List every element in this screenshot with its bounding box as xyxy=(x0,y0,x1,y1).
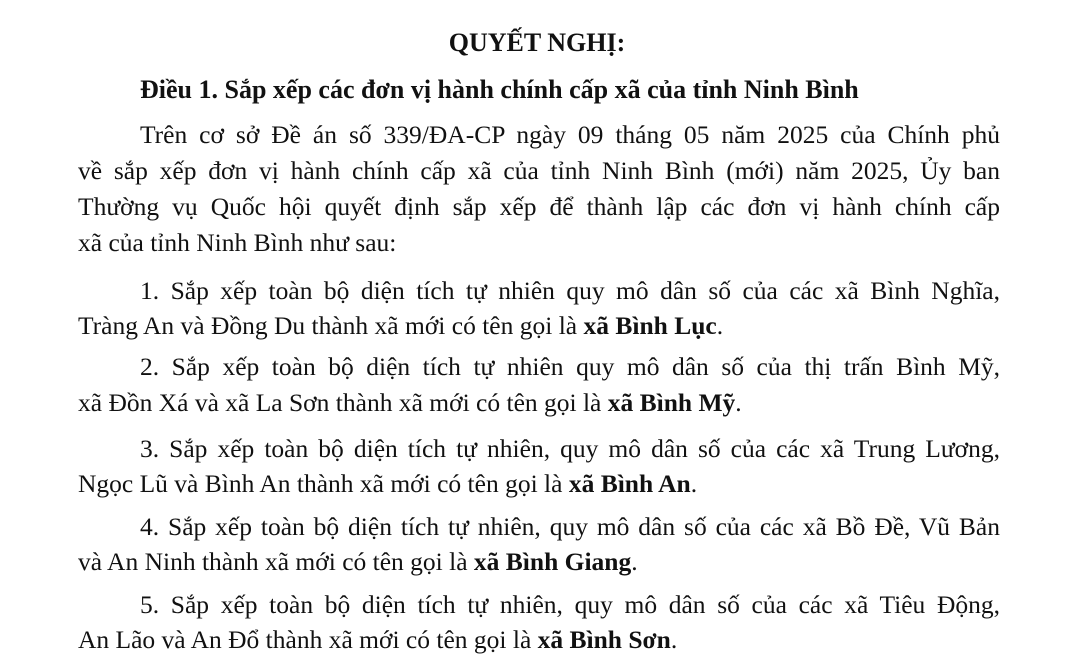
item-suffix: . xyxy=(670,625,678,654)
resolution-heading: QUYẾT NGHỊ: xyxy=(448,28,626,57)
item-line-2 xyxy=(78,469,1000,499)
item-line-2 xyxy=(78,547,1000,577)
item-line-1: 3. Sắp xếp toàn bộ diện tích tự nhiên, quy mô dân số của các xã Trung Lương, xyxy=(140,434,1000,463)
item-suffix: . xyxy=(735,388,742,417)
item-line-1: 2. Sắp xếp toàn bộ diện tích tự nhiên quy mô dân số của thị trấn Bình Mỹ, xyxy=(140,352,1000,381)
item-line-2 xyxy=(78,388,1000,418)
intro-line: Trên cơ sở Đề án số 339/ĐA-CP ngày 09 tháng 05 năm 2025 của Chính phủ xyxy=(140,120,1000,149)
intro-line: Thường vụ Quốc hội quyết định sắp xếp để thành lập các đơn vị hành chính cấp xyxy=(78,192,1000,221)
commune-name: xã Bình An xyxy=(568,469,691,498)
item-text: Ngọc Lũ và Bình An thành xã mới có tên gọi là xyxy=(78,469,569,498)
commune-name: xã Bình Lục xyxy=(583,311,717,340)
article-title: Điều 1. Sắp xếp các đơn vị hành chính cấp xã của tỉnh Ninh Bình xyxy=(140,75,859,104)
item-text: An Lão và An Đổ thành xã mới có tên gọi là xyxy=(78,625,538,654)
item-text: và An Ninh thành xã mới có tên gọi là xyxy=(78,547,474,576)
item-line-1: 1. Sắp xếp toàn bộ diện tích tự nhiên quy mô dân số của các xã Bình Nghĩa, xyxy=(140,276,1000,305)
item-line-1: 4. Sắp xếp toàn bộ diện tích tự nhiên, quy mô dân số của các xã Bồ Đề, Vũ Bản xyxy=(140,512,1000,541)
item-line-2 xyxy=(78,311,1000,341)
item-text: Tràng An và Đồng Du thành xã mới có tên gọi là xyxy=(78,311,584,340)
item-text: xã Đồn Xá và xã La Sơn thành xã mới có tên gọi là xyxy=(78,388,608,417)
intro-line: xã của tỉnh Ninh Bình như sau: xyxy=(78,228,397,257)
item-suffix: . xyxy=(716,311,724,340)
item-line-2 xyxy=(78,625,1000,655)
item-line-1: 5. Sắp xếp toàn bộ diện tích tự nhiên, quy mô dân số của các xã Tiêu Động, xyxy=(140,590,1000,619)
item-suffix: . xyxy=(631,547,638,576)
item-suffix: . xyxy=(690,469,698,498)
intro-line: về sắp xếp đơn vị hành chính cấp xã của tỉnh Ninh Bình (mới) năm 2025, Ủy ban xyxy=(78,156,1000,185)
commune-name: xã Bình Mỹ xyxy=(607,388,736,417)
commune-name: xã Bình Sơn xyxy=(537,625,671,654)
commune-name: xã Bình Giang xyxy=(473,547,632,576)
